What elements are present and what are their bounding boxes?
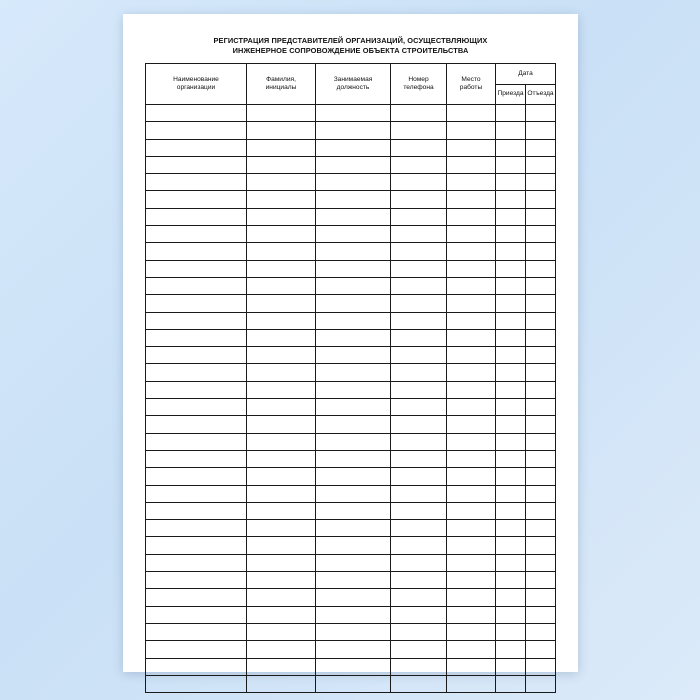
table-row[interactable] xyxy=(146,554,556,571)
cell-date-departure[interactable] xyxy=(526,450,556,467)
cell-date-arrival[interactable] xyxy=(496,675,526,692)
table-row[interactable] xyxy=(146,589,556,606)
cell-work-place[interactable] xyxy=(447,572,496,589)
cell-organization[interactable] xyxy=(146,433,247,450)
cell-phone[interactable] xyxy=(391,572,447,589)
table-header xyxy=(146,64,556,105)
cell-organization[interactable] xyxy=(146,623,247,640)
cell-date-arrival[interactable] xyxy=(496,105,526,122)
cell-date-arrival[interactable] xyxy=(496,260,526,277)
cell-phone[interactable] xyxy=(391,312,447,329)
table-row[interactable] xyxy=(146,139,556,156)
cell-phone[interactable] xyxy=(391,502,447,519)
cell-organization[interactable] xyxy=(146,312,247,329)
cell-organization[interactable] xyxy=(146,537,247,554)
cell-organization[interactable] xyxy=(146,468,247,485)
cell-work-place[interactable] xyxy=(447,450,496,467)
cell-date-arrival[interactable] xyxy=(496,502,526,519)
cell-surname[interactable] xyxy=(247,381,316,398)
cell-date-departure[interactable] xyxy=(526,243,556,260)
cell-date-departure[interactable] xyxy=(526,208,556,225)
cell-position[interactable] xyxy=(316,260,391,277)
cell-phone[interactable] xyxy=(391,226,447,243)
cell-surname[interactable] xyxy=(247,433,316,450)
cell-phone[interactable] xyxy=(391,433,447,450)
cell-date-arrival[interactable] xyxy=(496,122,526,139)
cell-work-place[interactable] xyxy=(447,433,496,450)
cell-organization[interactable] xyxy=(146,105,247,122)
table-row[interactable] xyxy=(146,520,556,537)
cell-work-place[interactable] xyxy=(447,606,496,623)
cell-date-departure[interactable] xyxy=(526,364,556,381)
cell-position[interactable] xyxy=(316,122,391,139)
cell-date-arrival[interactable] xyxy=(496,226,526,243)
cell-phone[interactable] xyxy=(391,364,447,381)
column-header-date-group: Дата xyxy=(496,64,556,85)
table-row[interactable] xyxy=(146,641,556,658)
cell-phone[interactable] xyxy=(391,416,447,433)
cell-surname[interactable] xyxy=(247,537,316,554)
cell-organization[interactable] xyxy=(146,554,247,571)
cell-date-arrival[interactable] xyxy=(496,381,526,398)
cell-date-departure[interactable] xyxy=(526,312,556,329)
cell-date-arrival[interactable] xyxy=(496,520,526,537)
cell-date-departure[interactable] xyxy=(526,329,556,346)
cell-work-place[interactable] xyxy=(447,416,496,433)
cell-organization[interactable] xyxy=(146,226,247,243)
cell-date-departure[interactable] xyxy=(526,381,556,398)
table-row[interactable] xyxy=(146,174,556,191)
cell-organization[interactable] xyxy=(146,260,247,277)
cell-position[interactable] xyxy=(316,502,391,519)
cell-position[interactable] xyxy=(316,416,391,433)
cell-position[interactable] xyxy=(316,537,391,554)
cell-surname[interactable] xyxy=(247,347,316,364)
cell-surname[interactable] xyxy=(247,174,316,191)
cell-work-place[interactable] xyxy=(447,537,496,554)
cell-surname[interactable] xyxy=(247,485,316,502)
table-row[interactable] xyxy=(146,502,556,519)
cell-surname[interactable] xyxy=(247,260,316,277)
cell-date-arrival[interactable] xyxy=(496,537,526,554)
title-line-2: ИНЖЕНЕРНОЕ СОПРОВОЖДЕНИЕ ОБЪЕКТА СТРОИТЕЛЬСТВА xyxy=(232,46,469,55)
cell-phone[interactable] xyxy=(391,208,447,225)
cell-date-departure[interactable] xyxy=(526,105,556,122)
document-page xyxy=(123,14,578,672)
column-header-date-arrival: Приезда xyxy=(496,84,526,105)
cell-organization[interactable] xyxy=(146,658,247,675)
table-row[interactable] xyxy=(146,658,556,675)
registration-table xyxy=(145,63,556,693)
cell-work-place[interactable] xyxy=(447,623,496,640)
column-header-work-place xyxy=(447,64,496,105)
cell-phone[interactable] xyxy=(391,641,447,658)
cell-surname[interactable] xyxy=(247,450,316,467)
cell-date-departure[interactable] xyxy=(526,399,556,416)
cell-work-place[interactable] xyxy=(447,675,496,692)
cell-surname[interactable] xyxy=(247,572,316,589)
table-row[interactable] xyxy=(146,537,556,554)
cell-date-departure[interactable] xyxy=(526,589,556,606)
table-row[interactable] xyxy=(146,122,556,139)
cell-work-place[interactable] xyxy=(447,520,496,537)
cell-organization[interactable] xyxy=(146,450,247,467)
cell-phone[interactable] xyxy=(391,122,447,139)
cell-work-place[interactable] xyxy=(447,641,496,658)
cell-date-arrival[interactable] xyxy=(496,450,526,467)
table-row[interactable] xyxy=(146,329,556,346)
cell-surname[interactable] xyxy=(247,623,316,640)
cell-date-arrival[interactable] xyxy=(496,277,526,294)
cell-date-arrival[interactable] xyxy=(496,208,526,225)
cell-organization[interactable] xyxy=(146,502,247,519)
cell-organization[interactable] xyxy=(146,485,247,502)
header-text-line2: организации xyxy=(176,84,216,91)
table-row[interactable] xyxy=(146,675,556,692)
cell-date-arrival[interactable] xyxy=(496,416,526,433)
cell-date-departure[interactable] xyxy=(526,174,556,191)
cell-work-place[interactable] xyxy=(447,658,496,675)
cell-position[interactable] xyxy=(316,243,391,260)
cell-surname[interactable] xyxy=(247,208,316,225)
cell-surname[interactable] xyxy=(247,329,316,346)
cell-phone[interactable] xyxy=(391,485,447,502)
cell-position[interactable] xyxy=(316,312,391,329)
table-row[interactable] xyxy=(146,243,556,260)
cell-date-arrival[interactable] xyxy=(496,623,526,640)
cell-surname[interactable] xyxy=(247,520,316,537)
cell-date-arrival[interactable] xyxy=(496,485,526,502)
cell-date-departure[interactable] xyxy=(526,122,556,139)
table-row[interactable] xyxy=(146,208,556,225)
cell-date-arrival[interactable] xyxy=(496,312,526,329)
column-header-phone xyxy=(391,64,447,105)
header-text-line2: телефона xyxy=(403,84,434,91)
cell-surname[interactable] xyxy=(247,295,316,312)
cell-date-departure[interactable] xyxy=(526,347,556,364)
table-row[interactable] xyxy=(146,623,556,640)
cell-surname[interactable] xyxy=(247,658,316,675)
header-text-line1: Фамилия, xyxy=(266,75,296,83)
cell-phone[interactable] xyxy=(391,589,447,606)
cell-date-arrival[interactable] xyxy=(496,658,526,675)
cell-date-arrival[interactable] xyxy=(496,191,526,208)
cell-date-departure[interactable] xyxy=(526,537,556,554)
cell-date-arrival[interactable] xyxy=(496,433,526,450)
cell-phone[interactable] xyxy=(391,139,447,156)
cell-position[interactable] xyxy=(316,468,391,485)
cell-date-departure[interactable] xyxy=(526,606,556,623)
table-row[interactable] xyxy=(146,312,556,329)
table-row[interactable] xyxy=(146,191,556,208)
title-line-1: РЕГИСТРАЦИЯ ПРЕДСТАВИТЕЛЕЙ ОРГАНИЗАЦИЙ, ОСУЩЕСТВЛЯЮЩИХ xyxy=(213,36,488,45)
cell-position[interactable] xyxy=(316,139,391,156)
cell-work-place[interactable] xyxy=(447,347,496,364)
cell-date-arrival[interactable] xyxy=(496,399,526,416)
cell-position[interactable] xyxy=(316,641,391,658)
cell-phone[interactable] xyxy=(391,675,447,692)
cell-position[interactable] xyxy=(316,433,391,450)
table-row[interactable] xyxy=(146,572,556,589)
cell-surname[interactable] xyxy=(247,312,316,329)
cell-phone[interactable] xyxy=(391,537,447,554)
cell-position[interactable] xyxy=(316,364,391,381)
cell-work-place[interactable] xyxy=(447,554,496,571)
header-text-line2: инициалы xyxy=(265,84,297,91)
cell-work-place[interactable] xyxy=(447,260,496,277)
cell-work-place[interactable] xyxy=(447,208,496,225)
cell-date-arrival[interactable] xyxy=(496,641,526,658)
cell-phone[interactable] xyxy=(391,347,447,364)
cell-surname[interactable] xyxy=(247,399,316,416)
cell-phone[interactable] xyxy=(391,174,447,191)
cell-work-place[interactable] xyxy=(447,468,496,485)
cell-organization[interactable] xyxy=(146,399,247,416)
cell-phone[interactable] xyxy=(391,156,447,173)
table-row[interactable] xyxy=(146,156,556,173)
cell-organization[interactable] xyxy=(146,191,247,208)
cell-date-arrival[interactable] xyxy=(496,606,526,623)
cell-surname[interactable] xyxy=(247,156,316,173)
cell-phone[interactable] xyxy=(391,554,447,571)
header-text-line2: работы xyxy=(459,84,483,91)
cell-position[interactable] xyxy=(316,381,391,398)
cell-phone[interactable] xyxy=(391,450,447,467)
cell-position[interactable] xyxy=(316,399,391,416)
cell-organization[interactable] xyxy=(146,606,247,623)
cell-date-departure[interactable] xyxy=(526,156,556,173)
cell-organization[interactable] xyxy=(146,174,247,191)
table-row[interactable] xyxy=(146,450,556,467)
page-title xyxy=(145,36,556,56)
column-header-surname xyxy=(247,64,316,105)
cell-organization[interactable] xyxy=(146,347,247,364)
page-content xyxy=(145,36,556,650)
cell-surname[interactable] xyxy=(247,606,316,623)
cell-position[interactable] xyxy=(316,623,391,640)
cell-position[interactable] xyxy=(316,606,391,623)
cell-surname[interactable] xyxy=(247,364,316,381)
cell-position[interactable] xyxy=(316,589,391,606)
cell-organization[interactable] xyxy=(146,277,247,294)
cell-phone[interactable] xyxy=(391,277,447,294)
cell-phone[interactable] xyxy=(391,658,447,675)
cell-work-place[interactable] xyxy=(447,381,496,398)
cell-position[interactable] xyxy=(316,105,391,122)
cell-work-place[interactable] xyxy=(447,191,496,208)
cell-organization[interactable] xyxy=(146,139,247,156)
cell-work-place[interactable] xyxy=(447,226,496,243)
table-row[interactable] xyxy=(146,347,556,364)
cell-date-departure[interactable] xyxy=(526,416,556,433)
cell-phone[interactable] xyxy=(391,243,447,260)
cell-date-departure[interactable] xyxy=(526,572,556,589)
cell-date-departure[interactable] xyxy=(526,658,556,675)
cell-surname[interactable] xyxy=(247,554,316,571)
cell-organization[interactable] xyxy=(146,156,247,173)
cell-position[interactable] xyxy=(316,347,391,364)
cell-phone[interactable] xyxy=(391,260,447,277)
cell-work-place[interactable] xyxy=(447,105,496,122)
cell-organization[interactable] xyxy=(146,641,247,658)
cell-phone[interactable] xyxy=(391,623,447,640)
cell-date-arrival[interactable] xyxy=(496,468,526,485)
cell-position[interactable] xyxy=(316,520,391,537)
table-row[interactable] xyxy=(146,105,556,122)
cell-surname[interactable] xyxy=(247,502,316,519)
cell-phone[interactable] xyxy=(391,105,447,122)
table-row[interactable] xyxy=(146,381,556,398)
cell-surname[interactable] xyxy=(247,277,316,294)
column-header-date-departure: Отъезда xyxy=(526,84,556,105)
cell-position[interactable] xyxy=(316,191,391,208)
table-body xyxy=(146,105,556,693)
cell-position[interactable] xyxy=(316,658,391,675)
header-text-line1: Номер xyxy=(408,75,429,83)
cell-date-departure[interactable] xyxy=(526,468,556,485)
cell-surname[interactable] xyxy=(247,468,316,485)
table-row[interactable] xyxy=(146,226,556,243)
cell-organization[interactable] xyxy=(146,520,247,537)
cell-work-place[interactable] xyxy=(447,243,496,260)
cell-surname[interactable] xyxy=(247,675,316,692)
cell-surname[interactable] xyxy=(247,589,316,606)
cell-surname[interactable] xyxy=(247,641,316,658)
cell-date-arrival[interactable] xyxy=(496,329,526,346)
cell-date-departure[interactable] xyxy=(526,433,556,450)
cell-work-place[interactable] xyxy=(447,174,496,191)
cell-organization[interactable] xyxy=(146,208,247,225)
header-text-line2: должность xyxy=(336,84,370,91)
cell-date-arrival[interactable] xyxy=(496,364,526,381)
cell-date-arrival[interactable] xyxy=(496,295,526,312)
cell-surname[interactable] xyxy=(247,122,316,139)
cell-position[interactable] xyxy=(316,450,391,467)
cell-position[interactable] xyxy=(316,554,391,571)
cell-phone[interactable] xyxy=(391,191,447,208)
cell-date-departure[interactable] xyxy=(526,191,556,208)
cell-organization[interactable] xyxy=(146,675,247,692)
table-row[interactable] xyxy=(146,399,556,416)
cell-date-arrival[interactable] xyxy=(496,347,526,364)
cell-date-arrival[interactable] xyxy=(496,174,526,191)
cell-organization[interactable] xyxy=(146,295,247,312)
cell-phone[interactable] xyxy=(391,295,447,312)
cell-surname[interactable] xyxy=(247,105,316,122)
cell-organization[interactable] xyxy=(146,364,247,381)
table-row[interactable] xyxy=(146,468,556,485)
cell-date-departure[interactable] xyxy=(526,554,556,571)
cell-organization[interactable] xyxy=(146,122,247,139)
cell-date-arrival[interactable] xyxy=(496,589,526,606)
cell-work-place[interactable] xyxy=(447,399,496,416)
cell-phone[interactable] xyxy=(391,606,447,623)
cell-position[interactable] xyxy=(316,295,391,312)
cell-work-place[interactable] xyxy=(447,295,496,312)
cell-position[interactable] xyxy=(316,485,391,502)
cell-date-departure[interactable] xyxy=(526,295,556,312)
cell-date-departure[interactable] xyxy=(526,485,556,502)
cell-organization[interactable] xyxy=(146,589,247,606)
cell-work-place[interactable] xyxy=(447,589,496,606)
cell-surname[interactable] xyxy=(247,226,316,243)
cell-surname[interactable] xyxy=(247,243,316,260)
cell-organization[interactable] xyxy=(146,381,247,398)
cell-position[interactable] xyxy=(316,329,391,346)
cell-work-place[interactable] xyxy=(447,277,496,294)
header-row-top xyxy=(146,64,556,85)
table-row[interactable] xyxy=(146,260,556,277)
cell-organization[interactable] xyxy=(146,572,247,589)
cell-work-place[interactable] xyxy=(447,485,496,502)
cell-organization[interactable] xyxy=(146,243,247,260)
cell-date-arrival[interactable] xyxy=(496,243,526,260)
cell-date-departure[interactable] xyxy=(526,226,556,243)
cell-work-place[interactable] xyxy=(447,156,496,173)
table-row[interactable] xyxy=(146,433,556,450)
cell-date-departure[interactable] xyxy=(526,139,556,156)
cell-date-departure[interactable] xyxy=(526,641,556,658)
cell-surname[interactable] xyxy=(247,416,316,433)
cell-phone[interactable] xyxy=(391,520,447,537)
cell-work-place[interactable] xyxy=(447,312,496,329)
cell-date-departure[interactable] xyxy=(526,623,556,640)
table-row[interactable] xyxy=(146,364,556,381)
table-row[interactable] xyxy=(146,277,556,294)
table-row[interactable] xyxy=(146,295,556,312)
cell-date-arrival[interactable] xyxy=(496,572,526,589)
cell-organization[interactable] xyxy=(146,416,247,433)
table-row[interactable] xyxy=(146,485,556,502)
header-text-line1: Место xyxy=(461,75,481,83)
cell-position[interactable] xyxy=(316,675,391,692)
cell-surname[interactable] xyxy=(247,191,316,208)
cell-work-place[interactable] xyxy=(447,122,496,139)
cell-position[interactable] xyxy=(316,208,391,225)
cell-date-arrival[interactable] xyxy=(496,554,526,571)
cell-phone[interactable] xyxy=(391,381,447,398)
column-header-position xyxy=(316,64,391,105)
cell-position[interactable] xyxy=(316,572,391,589)
table-row[interactable] xyxy=(146,606,556,623)
cell-organization[interactable] xyxy=(146,329,247,346)
cell-work-place[interactable] xyxy=(447,502,496,519)
cell-work-place[interactable] xyxy=(447,329,496,346)
cell-position[interactable] xyxy=(316,277,391,294)
cell-position[interactable] xyxy=(316,174,391,191)
cell-work-place[interactable] xyxy=(447,139,496,156)
cell-phone[interactable] xyxy=(391,329,447,346)
cell-date-arrival[interactable] xyxy=(496,156,526,173)
cell-surname[interactable] xyxy=(247,139,316,156)
cell-phone[interactable] xyxy=(391,468,447,485)
cell-date-departure[interactable] xyxy=(526,260,556,277)
cell-phone[interactable] xyxy=(391,399,447,416)
cell-date-arrival[interactable] xyxy=(496,139,526,156)
table-row[interactable] xyxy=(146,416,556,433)
cell-date-departure[interactable] xyxy=(526,675,556,692)
header-text-line1: Наименование xyxy=(173,75,219,83)
cell-position[interactable] xyxy=(316,156,391,173)
cell-date-departure[interactable] xyxy=(526,277,556,294)
cell-position[interactable] xyxy=(316,226,391,243)
cell-date-departure[interactable] xyxy=(526,502,556,519)
cell-work-place[interactable] xyxy=(447,364,496,381)
column-header-organization xyxy=(146,64,247,105)
cell-date-departure[interactable] xyxy=(526,520,556,537)
header-text-line1: Занимаемая xyxy=(333,75,373,83)
